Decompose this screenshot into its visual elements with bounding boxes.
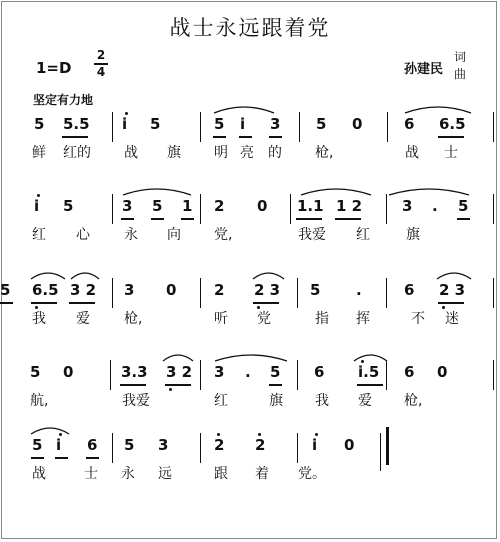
barline (386, 360, 387, 390)
low-octave-dot (257, 306, 260, 309)
eighth-underline (269, 136, 282, 138)
slur-arc (252, 270, 285, 280)
barline (297, 278, 298, 308)
note: 5 (152, 197, 163, 215)
note: . (356, 281, 362, 299)
barline (200, 360, 201, 390)
barline (493, 112, 494, 142)
note: 5 (124, 436, 135, 454)
lyric-syllable: 明 (214, 145, 228, 161)
eighth-underline (181, 218, 194, 220)
eighth-underline (121, 218, 134, 220)
high-octave-dot (315, 433, 318, 436)
barline (493, 360, 494, 390)
lyric-syllable: 永 (124, 227, 138, 243)
lyric-syllable: 红的 (63, 145, 91, 161)
slur-arc (436, 270, 472, 280)
barline (297, 360, 298, 390)
note: 0 (437, 363, 448, 381)
slur-arc (388, 186, 470, 196)
slur-arc (70, 270, 100, 280)
note: . (245, 363, 251, 381)
credit-lyrics: 词 (454, 50, 467, 64)
barline (112, 433, 113, 463)
song-title: 战士永远跟着党 (169, 16, 331, 40)
barline (387, 112, 388, 142)
note: 0 (352, 115, 363, 133)
lyric-syllable: 士 (84, 466, 98, 482)
slur-arc (162, 352, 194, 362)
eighth-underline (120, 384, 146, 386)
note: 3 (214, 363, 225, 381)
note: 0 (257, 197, 268, 215)
lyric-syllable: 旗 (269, 393, 283, 409)
barline (110, 360, 111, 390)
note: 6 (87, 436, 98, 454)
score-system-3 (0, 278, 500, 358)
note: 3 (270, 115, 281, 133)
lyric-syllable: 不 (411, 311, 425, 327)
eighth-underline (457, 218, 470, 220)
lyric-syllable: 远 (158, 466, 172, 482)
lyric-syllable: 我 (315, 393, 329, 409)
eighth-underline (239, 136, 252, 138)
eighth-underline (151, 218, 164, 220)
note: 1.1 (297, 197, 324, 215)
slur-arc (353, 352, 388, 362)
credit-roles (454, 49, 466, 83)
note: 0 (63, 363, 74, 381)
lyric-syllable: 航, (30, 393, 49, 409)
barline (386, 194, 387, 224)
slur-arc (300, 186, 372, 196)
note: i (56, 436, 62, 454)
note: 5 (34, 115, 45, 133)
note: 2 (214, 436, 225, 454)
lyric-syllable: 我爱 (122, 393, 150, 409)
barline (386, 427, 389, 465)
lyric-syllable: 爱 (358, 393, 372, 409)
time-numerator: 2 (96, 48, 106, 62)
barline (112, 194, 113, 224)
lyric-syllable: 士 (444, 145, 458, 161)
lyric-syllable: 我爱 (298, 227, 326, 243)
note: 5 (270, 363, 281, 381)
credit-music: 曲 (454, 67, 467, 81)
note: 5 (310, 281, 321, 299)
eighth-underline (55, 457, 68, 459)
note: 3 2 (70, 281, 97, 299)
high-octave-dot (37, 194, 40, 197)
eighth-underline (438, 302, 464, 304)
lyric-syllable: 跟 (214, 466, 228, 482)
lyric-syllable: 永 (121, 466, 135, 482)
barline (112, 112, 113, 142)
lyric-syllable: 着 (255, 466, 269, 482)
slur-arc (213, 104, 275, 114)
note: 1 (182, 197, 193, 215)
note: 6 (404, 115, 415, 133)
barline (200, 278, 201, 308)
lyric-syllable: 爱 (76, 311, 90, 327)
note: 3 (122, 197, 133, 215)
note: 3 (124, 281, 135, 299)
score-system-1 (0, 112, 500, 192)
slur-arc (122, 186, 192, 196)
note: 3 2 (166, 363, 193, 381)
barline (493, 278, 494, 308)
note: 5 (30, 363, 41, 381)
low-octave-dot (169, 388, 172, 391)
note: i.5 (358, 363, 380, 381)
low-octave-dot (442, 306, 445, 309)
note: 6 (404, 281, 415, 299)
barline (112, 278, 113, 308)
lyric-syllable: 鲜 (32, 145, 46, 161)
slur-arc (30, 425, 70, 435)
note: 5 (0, 281, 11, 299)
slur-arc (30, 270, 66, 280)
note: 5 (63, 197, 74, 215)
eighth-underline (62, 136, 88, 138)
note: 6 (314, 363, 325, 381)
note: 2 (255, 436, 266, 454)
eighth-underline (31, 302, 57, 304)
note: 5 (150, 115, 161, 133)
lyric-syllable: 红 (32, 227, 46, 243)
lyric-syllable: 党, (214, 227, 233, 243)
note: 0 (166, 281, 177, 299)
lyric-syllable: 迷 (445, 311, 459, 327)
lyric-syllable: 战 (32, 466, 46, 482)
note: 3.3 (121, 363, 148, 381)
note: 5.5 (63, 115, 90, 133)
high-octave-dot (258, 433, 261, 436)
time-signature (94, 49, 108, 79)
note: i (312, 436, 318, 454)
high-octave-dot (217, 433, 220, 436)
barline (200, 433, 201, 463)
barline (380, 433, 381, 471)
barline (290, 194, 291, 224)
barline (200, 194, 201, 224)
eighth-underline (86, 457, 99, 459)
barline (493, 194, 494, 224)
lyric-syllable: 指 (315, 311, 329, 327)
note: 3 (158, 436, 169, 454)
note: 2 3 (439, 281, 466, 299)
note: i (34, 197, 40, 215)
note: i (122, 115, 128, 133)
slur-arc (214, 352, 288, 362)
eighth-underline (438, 136, 464, 138)
slur-arc (404, 104, 472, 114)
composer-name: 孙建民 (404, 62, 444, 77)
note: i (240, 115, 246, 133)
note: 6.5 (439, 115, 466, 133)
lyric-syllable: 枪, (315, 145, 334, 161)
lyric-syllable: 红 (356, 227, 370, 243)
note: 6.5 (32, 281, 59, 299)
lyric-syllable: 枪, (404, 393, 423, 409)
score-system-5 (0, 433, 500, 513)
lyric-syllable: 挥 (356, 311, 370, 327)
time-denominator: 4 (96, 64, 106, 79)
note: 5 (458, 197, 469, 215)
note: 5 (316, 115, 327, 133)
high-octave-dot (125, 112, 128, 115)
tempo-marking: 坚定有力地 (33, 93, 94, 107)
barline (200, 112, 201, 142)
eighth-underline (253, 302, 279, 304)
barline (386, 278, 387, 308)
note: 5 (32, 436, 43, 454)
lyric-syllable: 心 (76, 227, 90, 243)
lyric-syllable: 向 (167, 227, 181, 243)
note: . (432, 197, 438, 215)
key-signature: 1=D (36, 59, 72, 77)
eighth-underline (213, 136, 226, 138)
eighth-underline (165, 384, 191, 386)
eighth-underline (269, 384, 282, 386)
lyric-syllable: 旗 (167, 145, 181, 161)
lyric-syllable: 旗 (406, 227, 420, 243)
eighth-underline (69, 302, 95, 304)
lyric-syllable: 战 (405, 145, 419, 161)
lyric-syllable: 红 (214, 393, 228, 409)
note: 0 (344, 436, 355, 454)
barline (297, 433, 298, 463)
eighth-underline (0, 302, 13, 304)
note: 6 (404, 363, 415, 381)
note: 2 (214, 281, 225, 299)
lyric-syllable: 的 (268, 145, 282, 161)
lyric-syllable: 我 (32, 311, 46, 327)
barline (299, 112, 300, 142)
lyric-syllable: 听 (214, 311, 228, 327)
lyric-syllable: 战 (124, 145, 138, 161)
eighth-underline (31, 457, 44, 459)
low-octave-dot (35, 306, 38, 309)
eighth-underline (335, 218, 361, 220)
lyric-syllable: 党 (257, 311, 271, 327)
note: 1 2 (336, 197, 363, 215)
note: 5 (214, 115, 225, 133)
note: 2 (214, 197, 225, 215)
score-system-2 (0, 194, 500, 274)
eighth-underline (296, 218, 322, 220)
lyric-syllable: 党。 (298, 466, 326, 482)
note: 3 (402, 197, 413, 215)
note: 2 3 (254, 281, 281, 299)
lyric-syllable: 亮 (240, 145, 254, 161)
score-system-4 (0, 360, 500, 440)
eighth-underline (357, 384, 383, 386)
lyric-syllable: 枪, (124, 311, 143, 327)
